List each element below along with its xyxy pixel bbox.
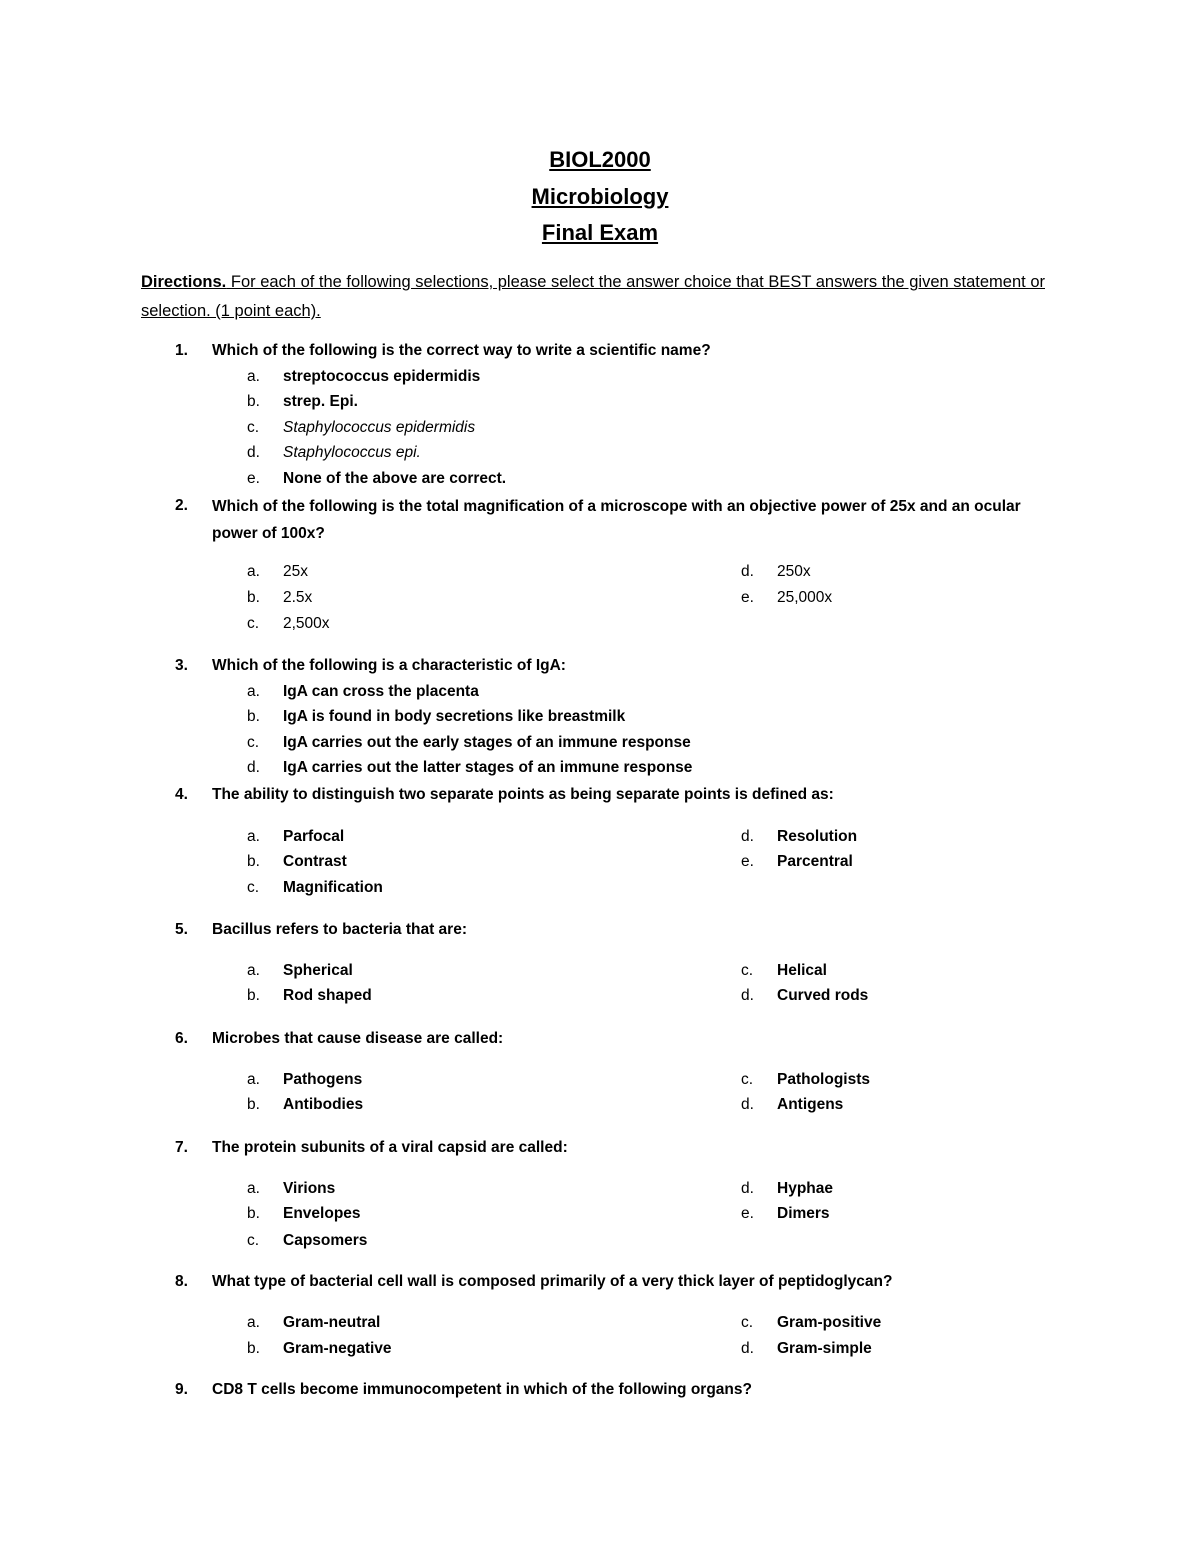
option-letter: e.: [741, 589, 754, 606]
option-letter: b.: [247, 853, 260, 870]
option-text: Gram-neutral: [283, 1314, 381, 1331]
option-letter: b.: [247, 589, 260, 606]
question-number: 6.: [175, 1030, 188, 1047]
option-text: Capsomers: [283, 1232, 368, 1249]
option-text: Spherical: [283, 962, 353, 979]
question-1: [0, 338, 1200, 498]
option-letter: d.: [741, 828, 754, 845]
option-text: Resolution: [777, 828, 858, 845]
option-letter: a.: [247, 563, 260, 580]
option-letter: a.: [247, 1314, 260, 1331]
option-letter: b.: [247, 987, 260, 1004]
option-text: Contrast: [283, 853, 347, 870]
option-letter: c.: [247, 1232, 260, 1249]
option-letter: c.: [247, 419, 260, 436]
option-letter: a.: [247, 1071, 260, 1088]
question-2: [0, 493, 1200, 643]
option-text: IgA can cross the placenta: [283, 683, 479, 700]
option-letter: e.: [741, 1205, 754, 1222]
question-7: [0, 1135, 1200, 1260]
question-text: The protein subunits of a viral capsid are called:: [212, 1139, 568, 1156]
directions-text: For each of the following selections, please select the answer choice that BEST answers the given statement or selection. (1 point each).: [141, 273, 1045, 320]
option-letter: d.: [247, 444, 260, 461]
option-letter: d.: [741, 563, 754, 580]
option-text: IgA is found in body secretions like breastmilk: [283, 708, 626, 725]
option-text: Pathologists: [777, 1071, 871, 1088]
question-5: [0, 917, 1200, 1017]
option-text: Antigens: [777, 1096, 844, 1113]
option-text: 25x: [283, 563, 308, 580]
directions-label: Directions.: [141, 273, 227, 291]
course-name: Microbiology: [531, 184, 669, 209]
question-number: 5.: [175, 921, 188, 938]
option-letter: c.: [247, 879, 260, 896]
option-text: streptococcus epidermidis: [283, 368, 481, 385]
question-6: [0, 1026, 1200, 1126]
option-letter: d.: [741, 1096, 754, 1113]
question-number: 2.: [175, 497, 188, 514]
option-letter: d.: [741, 1180, 754, 1197]
question-text: CD8 T cells become immunocompetent in which of the following organs?: [212, 1381, 752, 1398]
option-text: Staphylococcus epi.: [283, 444, 421, 461]
option-letter: b.: [247, 393, 260, 410]
option-letter: c.: [741, 1314, 754, 1331]
option-text: None of the above are correct.: [283, 470, 507, 487]
option-letter: c.: [741, 1071, 754, 1088]
option-letter: d.: [741, 987, 754, 1004]
question-text: Which of the following is the correct way to write a scientific name?: [212, 342, 711, 359]
question-3: [0, 653, 1200, 783]
option-text: Pathogens: [283, 1071, 363, 1088]
option-text: Parfocal: [283, 828, 345, 845]
question-number: 8.: [175, 1273, 188, 1290]
question-number: 1.: [175, 342, 188, 359]
option-text: Parcentral: [777, 853, 853, 870]
option-text: Gram-negative: [283, 1340, 392, 1357]
option-letter: b.: [247, 708, 260, 725]
option-text: IgA carries out the latter stages of an immune response: [283, 759, 693, 776]
question-text: Which of the following is the total magnification of a microscope with an objective power of 25x and an ocular power of 100x?: [212, 498, 1021, 542]
option-letter: a.: [247, 368, 260, 385]
question-text: Which of the following is a characteristic of IgA:: [212, 657, 566, 674]
option-letter: e.: [741, 853, 754, 870]
question-4: [0, 782, 1200, 902]
question-number: 4.: [175, 786, 188, 803]
option-letter: d.: [247, 759, 260, 776]
question-number: 9.: [175, 1381, 188, 1398]
option-text: Gram-positive: [777, 1314, 882, 1331]
option-letter: b.: [247, 1096, 260, 1113]
option-letter: c.: [741, 962, 754, 979]
question-text: What type of bacterial cell wall is composed primarily of a very thick layer of peptidoglycan?: [212, 1273, 893, 1290]
question-text: Microbes that cause disease are called:: [212, 1030, 504, 1047]
question-text: Bacillus refers to bacteria that are:: [212, 921, 467, 938]
option-text: strep. Epi.: [283, 393, 358, 410]
option-letter: d.: [741, 1340, 754, 1357]
option-text: Virions: [283, 1180, 336, 1197]
option-text: Magnification: [283, 879, 383, 896]
option-letter: a.: [247, 683, 260, 700]
option-letter: b.: [247, 1205, 260, 1222]
option-letter: a.: [247, 828, 260, 845]
question-number: 3.: [175, 657, 188, 674]
option-text: Curved rods: [777, 987, 869, 1004]
option-letter: b.: [247, 1340, 260, 1357]
question-9: [0, 1377, 1200, 1407]
option-letter: c.: [247, 734, 260, 751]
option-text: IgA carries out the early stages of an immune response: [283, 734, 691, 751]
option-text: Rod shaped: [283, 987, 372, 1004]
directions: [141, 268, 1061, 326]
option-text: 2.5x: [283, 589, 313, 606]
option-text: 25,000x: [777, 589, 833, 606]
option-letter: e.: [247, 470, 260, 487]
question-8: [0, 1269, 1200, 1369]
option-letter: a.: [247, 962, 260, 979]
option-text: 250x: [777, 563, 811, 580]
option-text: Gram-simple: [777, 1340, 872, 1357]
option-letter: a.: [247, 1180, 260, 1197]
option-text: Antibodies: [283, 1096, 364, 1113]
option-text: 2,500x: [283, 615, 330, 632]
course-code: BIOL2000: [549, 147, 651, 172]
option-letter: c.: [247, 615, 260, 632]
option-text: Envelopes: [283, 1205, 361, 1222]
question-text: The ability to distinguish two separate points as being separate points is defined as:: [212, 786, 834, 803]
option-text: Staphylococcus epidermidis: [283, 419, 476, 436]
exam-title: Final Exam: [541, 220, 659, 245]
question-number: 7.: [175, 1139, 188, 1156]
option-text: Helical: [777, 962, 827, 979]
option-text: Dimers: [777, 1205, 830, 1222]
option-text: Hyphae: [777, 1180, 833, 1197]
